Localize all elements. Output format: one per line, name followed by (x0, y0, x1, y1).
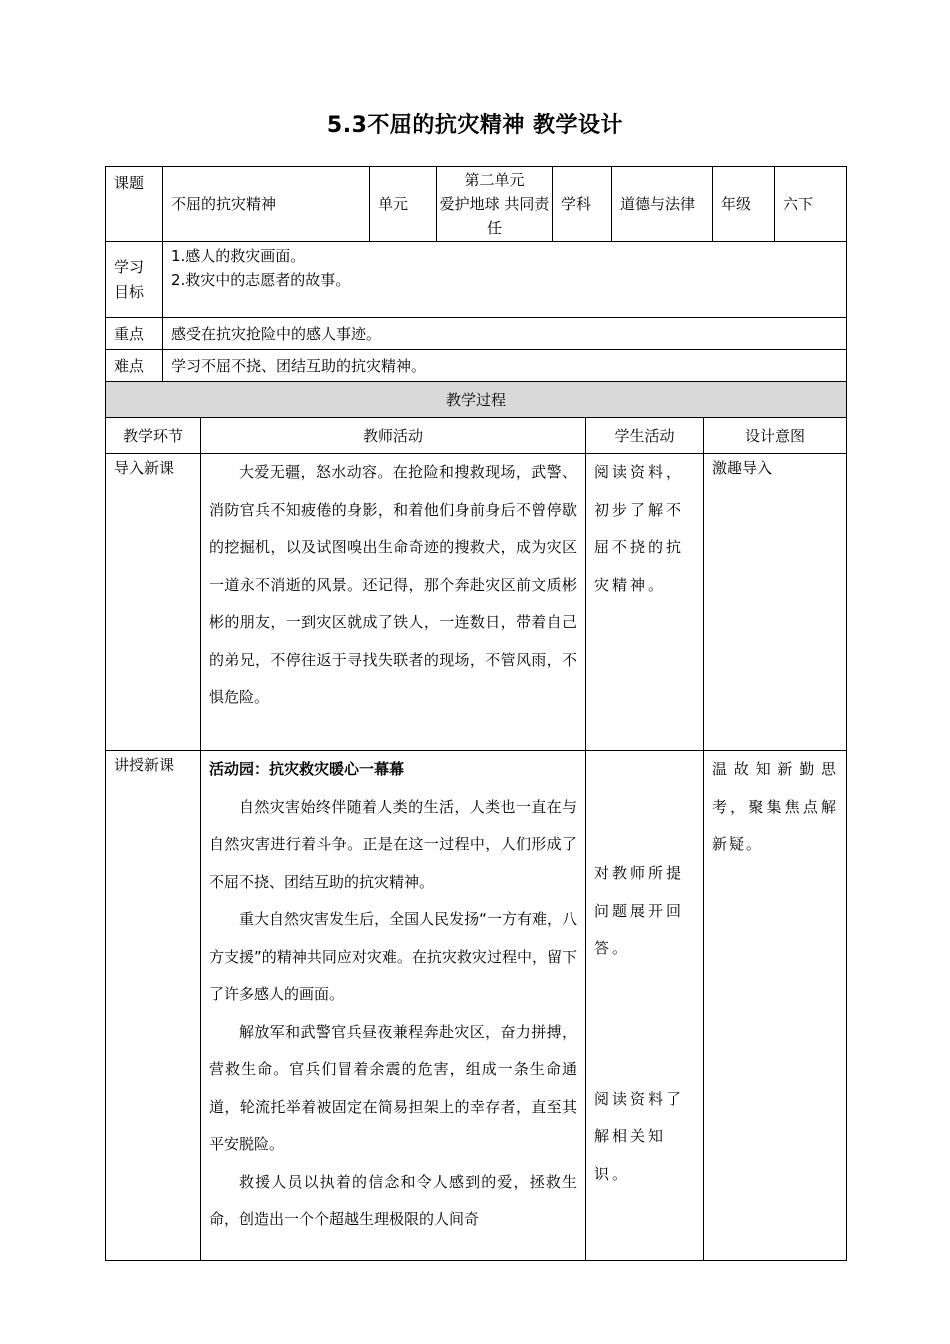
grade-label: 年级 (713, 167, 775, 242)
col-header-stage: 教学环节 (106, 418, 201, 454)
goals-label (106, 242, 163, 318)
stage-cell: 导入新课 (106, 454, 201, 751)
student-activity-1: 对教师所提问题展开回答。 (594, 864, 685, 957)
activity-heading: 活动园：抗灾救灾暖心一幕幕 (209, 760, 405, 778)
student-cell (586, 751, 704, 1261)
difficulty-label: 难点 (106, 350, 163, 382)
teacher-paragraph: 救援人员以执着的信念和令人感到的爱，拯救生命，创造出一个个超越生理极限的人间奇 (209, 1172, 577, 1228)
intent-cell: 温故知新勤思考，聚集焦点解新疑。 (704, 751, 847, 1261)
teacher-paragraph: 自然灾害始终伴随着人类的生活，人类也一直在与自然灾害进行着斗争。正是在这一过程中，人们形成了不屈不挠、团结互助的抗灾精神。 (209, 797, 577, 891)
difficulty-value: 学习不屈不挠、团结互助的抗灾精神。 (163, 350, 847, 382)
goals-value (163, 242, 847, 318)
teacher-paragraph: 解放军和武警官兵昼夜兼程奔赴灾区，奋力拼搏，营救生命。官兵们冒着余震的危害，组成一条生命通道，轮流托举着被固定在简易担架上的幸存者，直至其平安脱险。 (209, 1022, 577, 1153)
goals-label-text: 学习目标 (114, 257, 145, 301)
intent-cell: 激趣导入 (704, 454, 847, 751)
subject-value: 道德与法律 (612, 167, 713, 242)
teacher-paragraph: 重大自然灾害发生后，全国人民发扬“一方有难，八方支援”的精神共同应对灾难。在抗灾救灾过程中，留下了许多感人的画面。 (209, 910, 577, 1003)
page-title: 5.3不屈的抗灾精神 教学设计 (326, 113, 624, 138)
topic-label: 课题 (106, 167, 163, 242)
table-row (106, 454, 847, 751)
unit-value-text: 第二单元 爱护地球 共同责任 (439, 171, 550, 237)
key-label: 重点 (106, 318, 163, 350)
subject-label: 学科 (553, 167, 612, 242)
unit-label: 单元 (370, 167, 437, 242)
col-header-student: 学生活动 (586, 418, 704, 454)
col-header-teacher: 教师活动 (201, 418, 586, 454)
goal-item: 2.救灾中的志愿者的故事。 (171, 271, 351, 289)
student-cell: 阅读资料，初步了解不屈不挠的抗灾精神。 (586, 454, 704, 751)
info-table (105, 166, 847, 382)
topic-value: 不屈的抗灾精神 (163, 167, 370, 242)
grade-value: 六下 (775, 167, 847, 242)
process-heading: 教学过程 (106, 382, 847, 418)
unit-value (437, 167, 553, 242)
table-row (106, 751, 847, 1261)
teacher-paragraph: 大爱无疆，怒水动容。在抢险和搜救现场，武警、消防官兵不知疲倦的身影，和着他们身前身后不曾停歇的挖掘机，以及试图嗅出生命奇迹的搜救犬，成为灾区一道永不消逝的风景。还记得，那个奔赴灾区前文质彬彬的朋友，一到灾区就成了铁人，一连数日，带着自己的弟兄，不停往返于寻找失联者的现场，不管风雨，不惧危险。 (209, 463, 577, 706)
teacher-cell (201, 454, 586, 751)
goal-item: 1.感人的救灾画面。 (171, 247, 306, 265)
student-activity-2: 阅读资料了解相关知识。 (594, 1089, 685, 1183)
col-header-intent: 设计意图 (704, 418, 847, 454)
key-value: 感受在抗灾抢险中的感人事迹。 (163, 318, 847, 350)
teacher-cell (201, 751, 586, 1261)
stage-cell: 讲授新课 (106, 751, 201, 1261)
process-table (105, 381, 847, 1261)
